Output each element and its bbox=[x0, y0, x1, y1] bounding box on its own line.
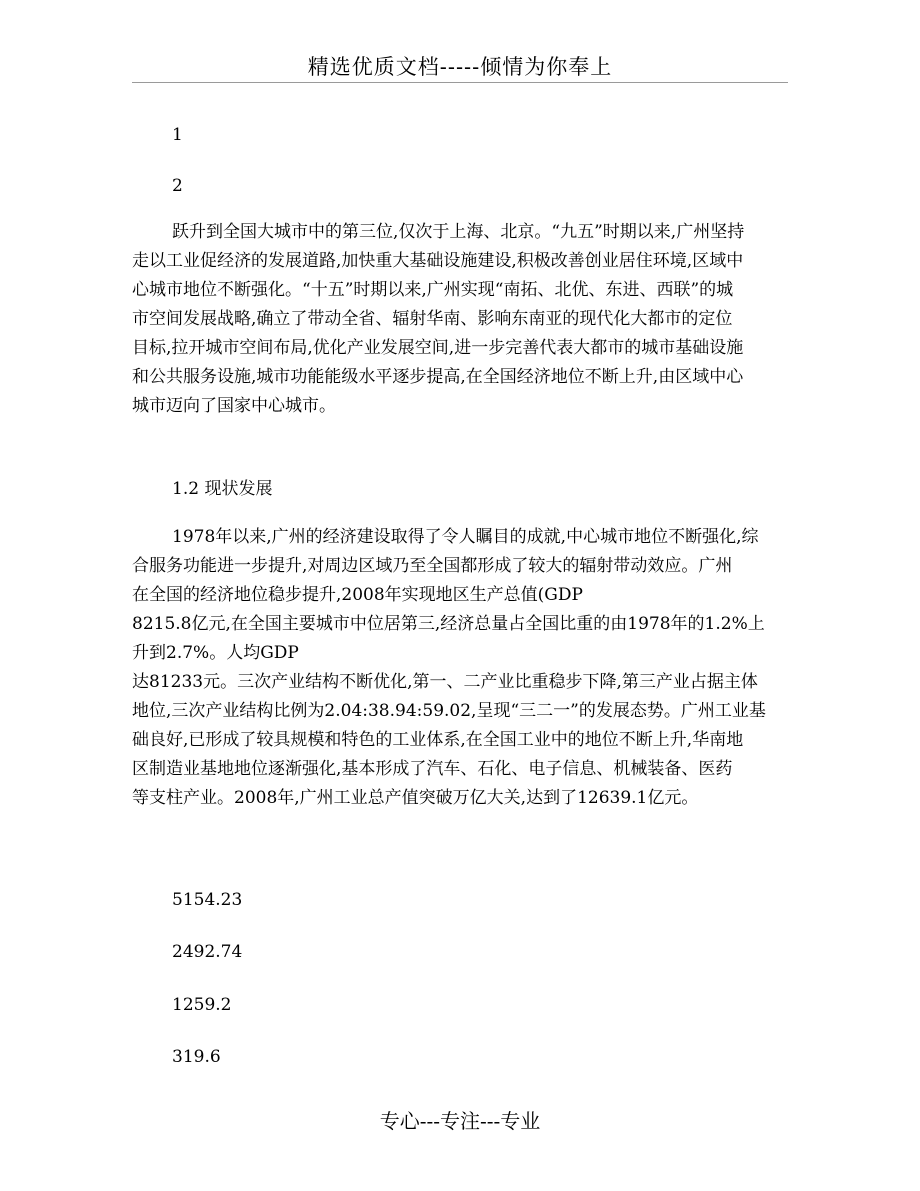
paragraph-line: 1978年以来,广州的经济建设取得了令人瞩目的成就,中心城市地位不断强化,综 bbox=[172, 527, 759, 547]
paragraph-history bbox=[132, 218, 792, 421]
page-footer: 专心---专注---专业 bbox=[379, 1109, 541, 1133]
paragraph-line: 区制造业基地地位逐渐强化,基本形成了汽车、石化、电子信息、机械装备、医药 bbox=[132, 759, 733, 779]
paragraph-line: 目标,拉开城市空间布局,优化产业发展空间,进一步完善代表大都市的城市基础设施 bbox=[132, 338, 744, 358]
paragraph-line: 合服务功能进一步提升,对周边区域乃至全国都形成了较大的辐射带动效应。广州 bbox=[132, 556, 733, 576]
paragraph-line: 跃升到全国大城市中的第三位,仅次于上海、北京。“九五”时期以来,广州坚持 bbox=[172, 222, 745, 242]
paragraph-line: 城市迈向了国家中心城市。 bbox=[132, 396, 336, 416]
value-item: 319.6 bbox=[172, 1047, 221, 1067]
header-divider bbox=[132, 82, 788, 83]
paragraph-line: 市空间发展战略,确立了带动全省、辐射华南、影响东南亚的现代化大都市的定位 bbox=[132, 309, 733, 329]
paragraph-line: 升到2.7%。人均GDP bbox=[132, 643, 299, 663]
paragraph-line: 走以工业促经济的发展道路,加快重大基础设施建设,积极改善创业居住环境,区域中 bbox=[132, 251, 744, 271]
paragraph-line: 达81233元。三次产业结构不断优化,第一、二产业比重稳步下降,第三产业占据主体 bbox=[132, 672, 758, 692]
value-item: 5154.23 bbox=[172, 890, 243, 910]
paragraph-line: 和公共服务设施,城市功能能级水平逐步提高,在全国经济地位不断上升,由区域中心 bbox=[132, 367, 744, 387]
paragraph-line: 在全国的经济地位稳步提升,2008年实现地区生产总值(GDP bbox=[132, 585, 583, 605]
paragraph-line: 等支柱产业。2008年,广州工业总产值突破万亿大关,达到了12639.1亿元。 bbox=[132, 788, 699, 808]
paragraph-line: 础良好,已形成了较具规模和特色的工业体系,在全国工业中的地位不断上升,华南地 bbox=[132, 730, 744, 750]
paragraph-line: 地位,三次产业结构比例为2.04:38.94:59.02,呈现“三二一”的发展态势。广州工业基 bbox=[132, 701, 766, 721]
paragraph-line: 心城市地位不断强化。“十五”时期以来,广州实现“南拓、北优、东进、西联”的城 bbox=[132, 280, 734, 300]
paragraph-current-development bbox=[132, 523, 792, 813]
section-heading: 1.2 现状发展 bbox=[172, 479, 273, 499]
value-item: 2492.74 bbox=[172, 942, 243, 962]
paragraph-line: 8215.8亿元,在全国主要城市中位居第三,经济总量占全国比重的由1978年的1.2%上 bbox=[132, 614, 765, 634]
list-number-2: 2 bbox=[172, 176, 183, 196]
page-header-title: 精选优质文档-----倾情为你奉上 bbox=[307, 55, 613, 79]
list-number-1: 1 bbox=[172, 125, 183, 145]
value-item: 1259.2 bbox=[172, 995, 232, 1015]
